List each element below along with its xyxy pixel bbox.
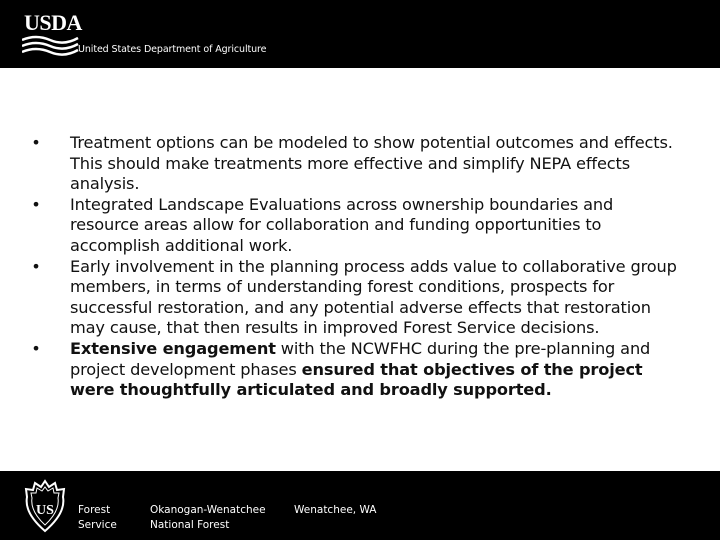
bullet-list [26,133,686,401]
department-name: United States Department of Agriculture [78,44,267,55]
location: Wenatchee, WA [294,504,377,516]
agency-name [78,503,117,533]
bullet-dot-icon: • [31,256,41,276]
forest-line-1: Okanogan-Wenatchee [150,504,266,516]
bullet-text: with the NCWFHC during the pre-planning and project development phases [70,338,651,379]
bullet-dot-icon: • [31,338,41,358]
bullet-dot-icon: • [31,194,41,214]
shield-text: US [36,503,54,518]
bullet-text-bold: ensured that objectives of the project were thoughtfully articulated and broadly supported. [70,359,643,400]
slide-body [26,133,686,401]
bullet-item [26,133,686,195]
bullet-dot-icon: • [31,133,41,152]
bullet-item [26,339,686,401]
bullet-text: Early involvement in the planning process adds value to collaborative group members, in terms of understanding forest conditions, prospects for successful restoration, and any potential adverse effects that restoration may cause, that then results in improved Forest Service decisions. [70,256,677,338]
bullet-item [26,257,686,339]
bullet-item [26,195,686,257]
bullet-text-bold: Extensive engagement [70,338,276,358]
forest-line-2: National Forest [150,519,230,531]
header-bar [0,0,720,68]
agency-line-1: Forest [78,504,111,516]
bullet-text: Treatment options can be modeled to show potential outcomes and effects. This should make treatments more effective and simplify NEPA effects analysis. [70,133,673,194]
footer-bar [0,471,720,540]
bullet-text: Integrated Landscape Evaluations across ownership boundaries and resource areas allow for collaboration and funding opportunities to accomplish additional work. [70,194,614,255]
agency-line-2: Service [78,519,117,531]
national-forest-name [150,503,266,533]
forest-service-shield-icon [22,479,68,533]
usda-wordmark: USDA [24,10,82,35]
